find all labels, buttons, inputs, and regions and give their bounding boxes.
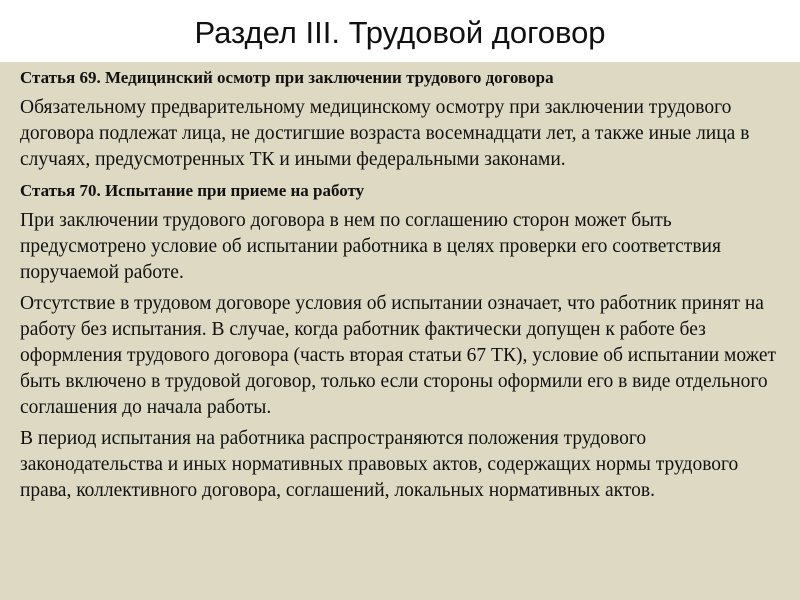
slide-title: Раздел III. Трудовой договор [0, 0, 800, 62]
article-69-paragraph-1: Обязательному предварительному медицинскому осмотру при заключении трудового договора подлежат лица, не достигшие возраста восемнадцати лет, а также иные лица в случаях, предусмотренных ТК и иными федеральными законами. [20, 97, 750, 170]
article-70-paragraph-1: При заключении трудового договора в нем по соглашению сторон может быть предусмотрено условие об испытании работника в целях проверки его соответствия поручаемой работе. [20, 210, 721, 283]
article-70-paragraph-2: Отсутствие в трудовом договоре условия об испытании означает, что работник принят на работу без испытания. В случае, когда работник фактически допущен к работе без оформления трудового договора (часть вторая статьи 67 ТК), условие об испытании может быть включено в трудовой договор, только если стороны оформили его в виде отдельного соглашения до начала работы. [20, 293, 777, 418]
article-70-heading: Статья 70. Испытание при приеме на работу [20, 181, 365, 200]
content-panel [0, 62, 800, 600]
article-69-heading: Статья 69. Медицинский осмотр при заключении трудового договора [20, 68, 554, 87]
article-70-paragraph-3: В период испытания на работника распространяются положения трудового законодательства и иных нормативных правовых актов, содержащих нормы трудового права, коллективного договора, соглашений, локальных нормативных актов. [20, 428, 739, 501]
